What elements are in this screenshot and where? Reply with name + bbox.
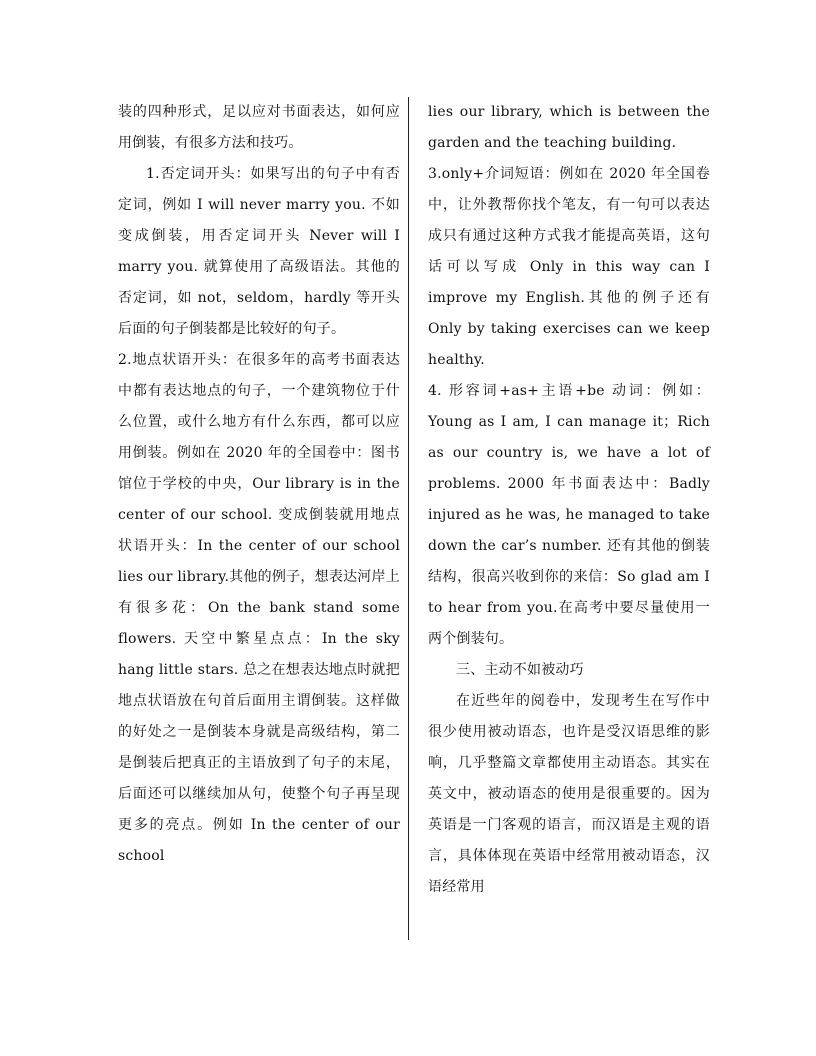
left-column [118,97,400,872]
column-divider [408,97,409,940]
left-paragraph-1: 装的四种形式，足以应对书面表达，如何应用倒装，有很多方法和技巧。 [118,104,400,151]
right-paragraph-continuation: lies our library, which is between the garden and the teaching building. [428,104,710,151]
right-paragraph-passive: 在近些年的阅卷中，发现考生在写作中很少使用被动语态，也许是受汉语思维的影响，几乎整篇文章都使用主动语态。其实在英文中，被动语态的使用是很重要的。因为英语是一门客观的语言，而汉语是主观的语言，具体体现在英语中经常用被动语态，汉语经常用 [428,693,710,895]
right-paragraph-only-phrase: 3.only+介词短语：例如在 2020 年全国卷中，让外教帮你找个笔友，有一句可以表达成只有通过这种方式我才能提高英语，这句话可以写成 Only in this way can I improve my English.其他的例子还有 Only by taking exercises can we keep healthy. [428,166,710,368]
section-heading-passive: 三、主动不如被动巧 [456,662,584,678]
left-paragraph-place-adverbial: 2.地点状语开头：在很多年的高考书面表达中都有表达地点的句子，一个建筑物位于什么位置，或什么地方有什么东西，都可以应用倒装。例如在 2020 年的全国卷中：图书馆位于学校的中央，Our library is in the center of our school. 变成倒装就用地点状语开头：In the center of our school lies our library.其他的例子，想表达河岸上有很多花：On the bank stand some flowers. 天空中繁星点点：In the sky hang little stars. 总之在想表达地点时就把地点状语放在句首后面用主谓倒装。这样做的好处之一是倒装本身就是高级结构，第二是倒装后把真正的主语放到了句子的末尾，后面还可以继续加从句，使整个句子再呈现更多的亮点。例如 In the center of our school [118,352,400,864]
right-column [428,97,710,903]
left-paragraph-negation: 1.否定词开头：如果写出的句子中有否定词，例如 I will never marry you. 不如变成倒装，用否定词开头 Never will I marry you. 就算使用了高级语法。其他的否定词，如 not，seldom，hardly 等开头后面的句子倒装都是比较好的句子。 [118,166,400,337]
right-paragraph-adjective-as: 4. 形容词+as+主语+be 动词：例如：Young as I am, I can manage it；Rich as our country is, we have a lot of problems. 2000 年书面表达中：Badly injured as he was, he managed to take down the car’s number. 还有其他的倒装结构，很高兴收到你的来信：So glad am I to hear from you.在高考中要尽量使用一两个倒装句。 [428,383,710,647]
